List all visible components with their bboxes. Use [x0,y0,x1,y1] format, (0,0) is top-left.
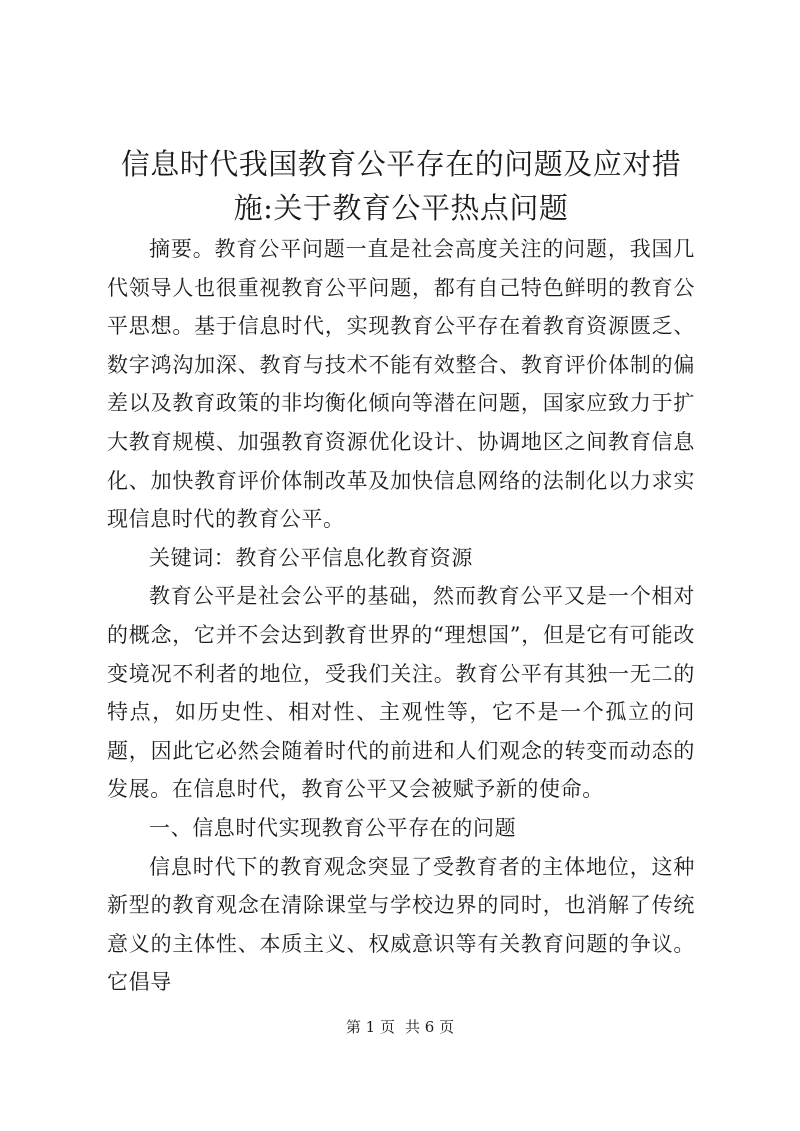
page-footer [0,1016,800,1037]
title-line-1: 信息时代我国教育公平存在的问题及应对措 [120,147,682,181]
document-body [107,230,695,1002]
section-heading: 一、信息时代实现教育公平存在的问题 [149,815,517,840]
abstract-paragraph: 摘要。教育公平问题一直是社会高度关注的问题，我国几代领导人也很重视教育公平问题，都有自己特色鲜明的教育公平思想。基于信息时代，实现教育公平存在着教育资源匮乏、数字鸿沟加深、教育与技术不能有效整合、教育评价体制的偏差以及教育政策的非均衡化倾向等潜在问题，国家应致力于扩大教育规模、加强教育资源优化设计、协调地区之间教育信息化、加快教育评价体制改革及加快信息网络的法制化以力求实现信息时代的教育公平。 [107,237,695,532]
keywords-paragraph: 关键词：教育公平信息化教育资源 [149,545,473,570]
section-paragraph: 信息时代下的教育观念突显了受教育者的主体地位，这种新型的教育观念在清除课堂与学校边界的同时，也消解了传统意义的主体性、本质主义、权威意识等有关教育问题的争议。它倡导 [107,854,695,995]
title-line-2: 施:关于教育公平热点问题 [233,191,569,225]
intro-paragraph: 教育公平是社会公平的基础，然而教育公平又是一个相对的概念，它并不会达到教育世界的“理想国”，但是它有可能改变境况不利者的地位，受我们关注。教育公平有其独一无二的特点，如历史性、相对性、主观性等，它不是一个孤立的问题，因此它必然会随着时代的前进和人们观念的转变而动态的发展。在信息时代，教育公平又会被赋予新的使命。 [107,584,695,802]
page-total: 共 6 页 [405,1018,455,1036]
document-title [107,142,695,230]
page-number: 第 1 页 [345,1018,395,1036]
